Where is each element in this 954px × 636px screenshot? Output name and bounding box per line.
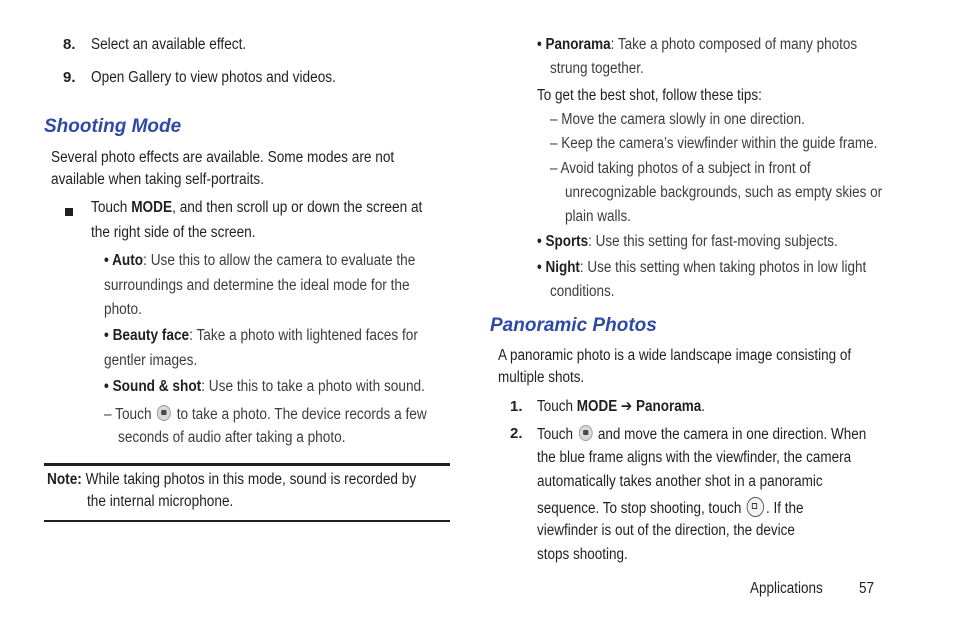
list-item: surroundings and determine the ideal mode for the xyxy=(104,277,410,294)
note-bottom-rule xyxy=(44,520,450,522)
step-number: 8. xyxy=(63,36,76,53)
dash-item: unrecognizable backgrounds, such as empty skies or xyxy=(565,184,883,201)
dash-item: – Move the camera slowly in one direction. xyxy=(550,111,805,128)
list-item: • Auto: Use this to allow the camera to evaluate the xyxy=(104,252,416,269)
step-number: 9. xyxy=(63,69,76,86)
step-text: Select an available effect. xyxy=(91,36,247,53)
step-number: 2. xyxy=(510,425,523,442)
section-heading: Shooting Mode xyxy=(44,116,182,137)
list-item: • Panorama: Take a photo composed of many photos xyxy=(537,36,858,53)
list-item: • Beauty face: Take a photo with lightened faces for xyxy=(104,327,418,344)
list-item: • Sports: Use this setting for fast-moving subjects. xyxy=(537,233,838,250)
list-item: • Night: Use this setting when taking photos in low light xyxy=(537,259,867,276)
dash-item: – Avoid taking photos of a subject in front of xyxy=(550,160,811,177)
step-text: viewfinder is out of the direction, the device xyxy=(537,522,795,539)
list-item: • Sound & shot: Use this to take a photo with sound. xyxy=(104,378,425,395)
step-text: Open Gallery to view photos and videos. xyxy=(91,69,336,86)
camera-icon xyxy=(578,425,592,441)
paragraph: Several photo effects are available. Some modes are not xyxy=(51,149,395,166)
section-heading: Panoramic Photos xyxy=(490,315,657,336)
list-item: gentler images. xyxy=(104,352,198,369)
list-item: the right side of the screen. xyxy=(91,224,256,241)
list-item: strung together. xyxy=(550,60,644,77)
dash-item: plain walls. xyxy=(565,208,631,225)
square-bullet-icon xyxy=(65,203,73,221)
step-text: sequence. To stop shooting, touch . If the xyxy=(537,497,804,518)
step-text: Touch MODE ➔ Panorama. xyxy=(537,398,705,415)
note: Note: While taking photos in this mode, sound is recorded by xyxy=(47,471,417,488)
list-item: conditions. xyxy=(550,283,615,300)
list-item: photo. xyxy=(104,301,142,318)
footer-section: Applications xyxy=(750,580,823,597)
step-text: automatically takes another shot in a panoramic xyxy=(537,473,823,490)
step-text: Touch and move the camera in one direction. When xyxy=(537,426,867,443)
dash-item: seconds of audio after taking a photo. xyxy=(118,429,346,446)
step-text: the blue frame aligns with the viewfinder, the camera xyxy=(537,449,852,466)
step-text: stops shooting. xyxy=(537,546,628,563)
stop-icon xyxy=(747,497,764,517)
paragraph: multiple shots. xyxy=(498,369,585,386)
step-number: 1. xyxy=(510,398,523,415)
note: the internal microphone. xyxy=(87,493,234,510)
note-top-rule xyxy=(44,463,450,466)
paragraph: available when taking self-portraits. xyxy=(51,171,265,188)
dash-item: – Touch to take a photo. The device records a few xyxy=(104,406,427,423)
paragraph: To get the best shot, follow these tips: xyxy=(537,87,762,104)
page-number: 57 xyxy=(859,580,875,597)
dash-item: – Keep the camera’s viewfinder within the guide frame. xyxy=(550,135,878,152)
camera-icon xyxy=(157,405,171,421)
list-item: Touch MODE, and then scroll up or down the screen at xyxy=(91,199,423,216)
paragraph: A panoramic photo is a wide landscape image consisting of xyxy=(498,347,852,364)
